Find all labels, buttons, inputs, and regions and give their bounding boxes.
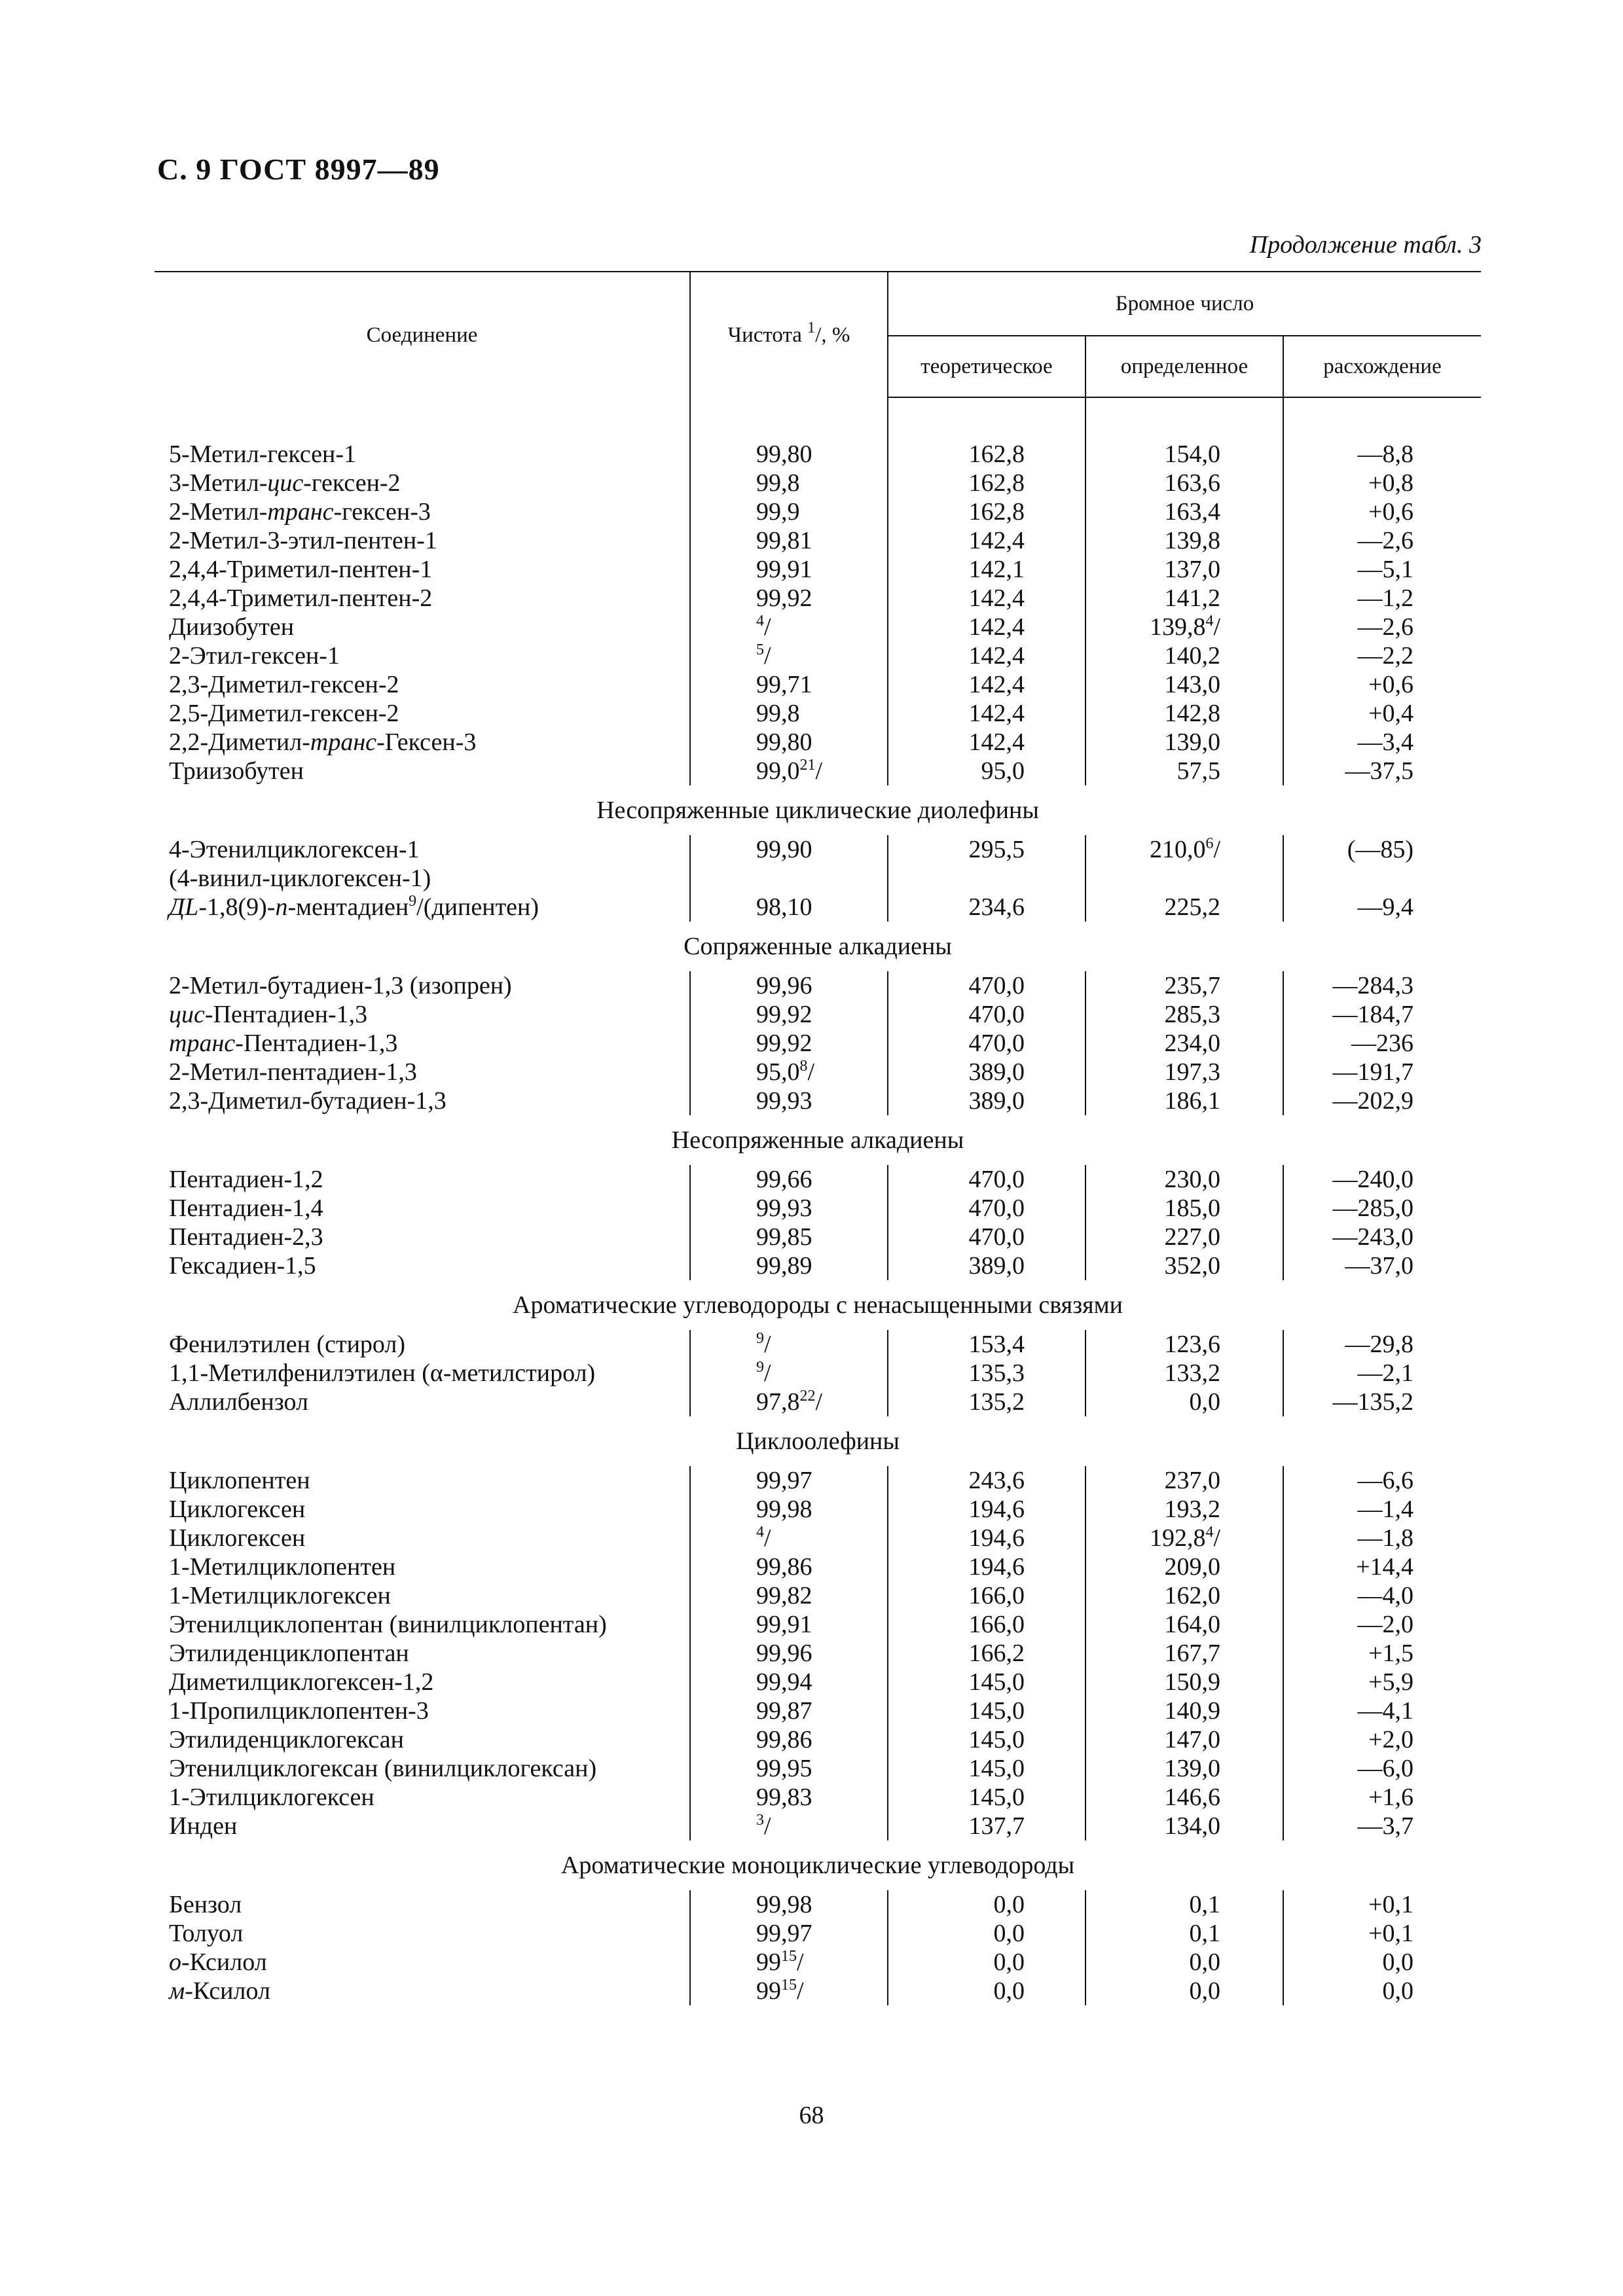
compound-cell: транс-Пентадиен-1,3 bbox=[155, 1029, 690, 1058]
difference-cell: (—85) bbox=[1347, 836, 1414, 863]
table-row bbox=[155, 864, 1481, 893]
determined-cell: 57,5 bbox=[1085, 757, 1283, 785]
purity-cell: 99,91 bbox=[690, 1610, 888, 1639]
theoretical-cell bbox=[888, 864, 1085, 893]
theoretical-cell: 153,4 bbox=[888, 1330, 1085, 1359]
purity-cell: 99,93 bbox=[690, 1194, 888, 1223]
determined-cell: 234,0 bbox=[1085, 1029, 1283, 1058]
compound-cell: Диметилциклогексен-1,2 bbox=[155, 1668, 690, 1696]
compound-cell: цис-Пентадиен-1,3 bbox=[155, 1000, 690, 1029]
compound-cell: Пентадиен-1,4 bbox=[155, 1194, 690, 1223]
difference-cell: +0,6 bbox=[1368, 671, 1414, 698]
purity-cell: $^4$/ bbox=[690, 1524, 888, 1552]
theoretical-cell: 145,0 bbox=[888, 1696, 1085, 1725]
table-row bbox=[155, 1251, 1481, 1280]
determined-cell: 186,1 bbox=[1085, 1086, 1283, 1115]
compound-cell: 2-Метил-транс-гексен-3 bbox=[155, 497, 690, 526]
compound-cell: Циклогексен bbox=[155, 1524, 690, 1552]
theoretical-cell: 145,0 bbox=[888, 1668, 1085, 1696]
table-row bbox=[155, 699, 1481, 728]
theoretical-cell: 0,0 bbox=[888, 1890, 1085, 1919]
compound-cell: (4-винил-циклогексен-1) bbox=[155, 864, 690, 893]
difference-cell: —1,4 bbox=[1357, 1496, 1414, 1523]
section-heading bbox=[155, 1840, 1481, 1890]
purity-cell: 99,86 bbox=[690, 1552, 888, 1581]
theoretical-cell: 194,6 bbox=[888, 1552, 1085, 1581]
theoretical-cell: 145,0 bbox=[888, 1725, 1085, 1754]
table-row bbox=[155, 1165, 1481, 1194]
table-row bbox=[155, 1552, 1481, 1581]
compound-cell: Этилиденциклогексан bbox=[155, 1725, 690, 1754]
table-row bbox=[155, 893, 1481, 922]
table-row bbox=[155, 1919, 1481, 1948]
difference-cell: —236 bbox=[1351, 1030, 1414, 1057]
purity-cell: 99,87 bbox=[690, 1696, 888, 1725]
header-compound: Соединение bbox=[155, 272, 690, 397]
table-row bbox=[155, 584, 1481, 613]
difference-cell: +1,6 bbox=[1368, 1784, 1414, 1811]
table-body bbox=[155, 397, 1481, 2005]
compound-cell: 2-Этил-гексен-1 bbox=[155, 641, 690, 670]
difference-cell: —1,2 bbox=[1357, 584, 1414, 612]
theoretical-cell: 295,5 bbox=[888, 835, 1085, 864]
theoretical-cell: 470,0 bbox=[888, 1165, 1085, 1194]
determined-cell: 154,0 bbox=[1085, 440, 1283, 469]
determined-cell: 140,9 bbox=[1085, 1696, 1283, 1725]
purity-cell: 99,66 bbox=[690, 1165, 888, 1194]
purity-cell: $^9$/ bbox=[690, 1330, 888, 1359]
theoretical-cell: 142,4 bbox=[888, 641, 1085, 670]
section-title: Ароматические моноциклические углеводороды bbox=[560, 1852, 1075, 1879]
header-bromine-number: Бромное число bbox=[888, 272, 1481, 336]
determined-cell: 163,4 bbox=[1085, 497, 1283, 526]
difference-cell: —240,0 bbox=[1332, 1166, 1414, 1193]
purity-cell: 99,98 bbox=[690, 1890, 888, 1919]
theoretical-cell: 166,0 bbox=[888, 1581, 1085, 1610]
determined-cell: 0,0 bbox=[1085, 1388, 1283, 1416]
difference-cell: +1,5 bbox=[1368, 1640, 1414, 1667]
section-title: Ароматические углеводороды с ненасыщенными связями bbox=[513, 1291, 1123, 1319]
compound-cell: 2,3-Диметил-бутадиен-1,3 bbox=[155, 1086, 690, 1115]
compound-cell: м-Ксилол bbox=[155, 1977, 690, 2005]
determined-cell: 162,0 bbox=[1085, 1581, 1283, 1610]
purity-cell: 99,90 bbox=[690, 835, 888, 864]
table-row bbox=[155, 835, 1481, 864]
theoretical-cell: 142,4 bbox=[888, 526, 1085, 555]
difference-cell: —2,6 bbox=[1357, 613, 1414, 641]
difference-cell: —202,9 bbox=[1332, 1087, 1414, 1115]
determined-cell: 133,2 bbox=[1085, 1359, 1283, 1388]
purity-cell bbox=[690, 864, 888, 893]
table-row bbox=[155, 1696, 1481, 1725]
table-row bbox=[155, 1890, 1481, 1919]
difference-cell: —1,8 bbox=[1357, 1524, 1414, 1552]
determined-cell: 139,0 bbox=[1085, 1754, 1283, 1783]
difference-cell: +5,9 bbox=[1368, 1668, 1414, 1696]
difference-cell: —4,1 bbox=[1357, 1697, 1414, 1725]
table-row bbox=[155, 757, 1481, 785]
determined-cell: 227,0 bbox=[1085, 1223, 1283, 1251]
theoretical-cell: 142,4 bbox=[888, 613, 1085, 641]
difference-cell: 0,0 bbox=[1382, 1948, 1414, 1976]
compound-cell: Аллилбензол bbox=[155, 1388, 690, 1416]
table-row bbox=[155, 440, 1481, 469]
theoretical-cell: 142,4 bbox=[888, 699, 1085, 728]
section-title: Циклоолефины bbox=[736, 1427, 900, 1455]
purity-cell: 97,8$^{22}$/ bbox=[690, 1388, 888, 1416]
table-row bbox=[155, 1466, 1481, 1495]
determined-cell: 163,6 bbox=[1085, 469, 1283, 497]
determined-cell: 197,3 bbox=[1085, 1058, 1283, 1086]
compound-cell: о-Ксилол bbox=[155, 1948, 690, 1977]
determined-cell: 285,3 bbox=[1085, 1000, 1283, 1029]
compound-cell: Толуол bbox=[155, 1919, 690, 1948]
determined-cell: 230,0 bbox=[1085, 1165, 1283, 1194]
purity-cell: 99,91 bbox=[690, 555, 888, 584]
determined-cell: 142,8 bbox=[1085, 699, 1283, 728]
difference-cell: +2,0 bbox=[1368, 1726, 1414, 1753]
table-row bbox=[155, 728, 1481, 757]
compound-cell: 1,1-Метилфенилэтилен (α-метилстирол) bbox=[155, 1359, 690, 1388]
table-continuation-note: Продолжение табл. 3 bbox=[1249, 231, 1482, 259]
theoretical-cell: 145,0 bbox=[888, 1783, 1085, 1812]
theoretical-cell: 0,0 bbox=[888, 1919, 1085, 1948]
difference-cell: —8,8 bbox=[1357, 440, 1414, 468]
difference-cell: —37,0 bbox=[1345, 1252, 1414, 1280]
compound-cell: 4-Этенилциклогексен-1 bbox=[155, 835, 690, 864]
purity-cell: 99,85 bbox=[690, 1223, 888, 1251]
table-row bbox=[155, 971, 1481, 1000]
compound-cell: Триизобутен bbox=[155, 757, 690, 785]
compound-cell: 2,4,4-Триметил-пентен-2 bbox=[155, 584, 690, 613]
determined-cell: 225,2 bbox=[1085, 893, 1283, 922]
determined-cell: 139,8 bbox=[1085, 526, 1283, 555]
theoretical-cell: 142,4 bbox=[888, 584, 1085, 613]
purity-cell: 99,97 bbox=[690, 1466, 888, 1495]
compound-cell: Этилиденциклопентан bbox=[155, 1639, 690, 1668]
page-number: 68 bbox=[799, 2102, 824, 2129]
theoretical-cell: 166,0 bbox=[888, 1610, 1085, 1639]
determined-cell: 193,2 bbox=[1085, 1495, 1283, 1524]
difference-cell: +0,6 bbox=[1368, 498, 1414, 526]
determined-cell: 123,6 bbox=[1085, 1330, 1283, 1359]
section-heading bbox=[155, 785, 1481, 835]
section-heading bbox=[155, 1280, 1481, 1330]
section-title: Несопряженные алкадиены bbox=[671, 1126, 964, 1154]
difference-cell: 0,0 bbox=[1382, 1977, 1414, 2005]
section-heading bbox=[155, 922, 1481, 971]
difference-cell: —6,6 bbox=[1357, 1467, 1414, 1494]
theoretical-cell: 389,0 bbox=[888, 1086, 1085, 1115]
determined-cell: 210,0$^6$/ bbox=[1085, 835, 1283, 864]
compound-cell: Циклогексен bbox=[155, 1495, 690, 1524]
determined-cell: 140,2 bbox=[1085, 641, 1283, 670]
difference-cell: —184,7 bbox=[1332, 1001, 1414, 1028]
difference-cell: —4,0 bbox=[1357, 1582, 1414, 1609]
compound-cell: Инден bbox=[155, 1812, 690, 1840]
difference-cell: —284,3 bbox=[1332, 972, 1414, 999]
theoretical-cell: 135,3 bbox=[888, 1359, 1085, 1388]
purity-cell: $^3$/ bbox=[690, 1812, 888, 1840]
determined-cell: 0,1 bbox=[1085, 1890, 1283, 1919]
header-theoretical: теоретическое bbox=[888, 336, 1085, 397]
difference-cell: —285,0 bbox=[1332, 1194, 1414, 1222]
determined-cell: 167,7 bbox=[1085, 1639, 1283, 1668]
compound-cell: 1-Метилциклопентен bbox=[155, 1552, 690, 1581]
table-row bbox=[155, 1668, 1481, 1696]
purity-cell: 99,98 bbox=[690, 1495, 888, 1524]
compound-cell: 3-Метил-цис-гексен-2 bbox=[155, 469, 690, 497]
theoretical-cell: 142,4 bbox=[888, 728, 1085, 757]
purity-cell: 99,92 bbox=[690, 1000, 888, 1029]
theoretical-cell: 0,0 bbox=[888, 1977, 1085, 2005]
compound-cell: 1-Этилциклогексен bbox=[155, 1783, 690, 1812]
difference-cell: +0,1 bbox=[1368, 1891, 1414, 1918]
difference-cell: —29,8 bbox=[1345, 1331, 1414, 1358]
table-row bbox=[155, 1524, 1481, 1552]
difference-cell: —2,6 bbox=[1357, 527, 1414, 554]
purity-cell: $99^{15}/$ bbox=[690, 1948, 888, 1977]
purity-cell: 99,82 bbox=[690, 1581, 888, 1610]
determined-cell: 209,0 bbox=[1085, 1552, 1283, 1581]
purity-cell: 99,96 bbox=[690, 971, 888, 1000]
section-title: Несопряженные циклические диолефины bbox=[596, 797, 1039, 824]
purity-cell: 99,0$^{21}$/ bbox=[690, 757, 888, 785]
table-row bbox=[155, 1783, 1481, 1812]
theoretical-cell: 95,0 bbox=[888, 757, 1085, 785]
purity-cell: 99,86 bbox=[690, 1725, 888, 1754]
purity-cell: 99,8 bbox=[690, 469, 888, 497]
theoretical-cell: 137,7 bbox=[888, 1812, 1085, 1840]
compound-cell: 2-Метил-пентадиен-1,3 bbox=[155, 1058, 690, 1086]
difference-cell: —191,7 bbox=[1332, 1058, 1414, 1086]
purity-cell: 99,8 bbox=[690, 699, 888, 728]
compound-cell: Этенилциклогексан (винилциклогексан) bbox=[155, 1754, 690, 1783]
difference-cell bbox=[1283, 864, 1481, 893]
difference-cell: —3,4 bbox=[1357, 728, 1414, 756]
table-row bbox=[155, 1610, 1481, 1639]
difference-cell: —6,0 bbox=[1357, 1755, 1414, 1782]
purity-cell: 95,0$^8$/ bbox=[690, 1058, 888, 1086]
purity-cell: 98,10 bbox=[690, 893, 888, 922]
table-row bbox=[155, 555, 1481, 584]
theoretical-cell: 389,0 bbox=[888, 1251, 1085, 1280]
determined-cell: 139,0 bbox=[1085, 728, 1283, 757]
theoretical-cell: 234,6 bbox=[888, 893, 1085, 922]
determined-cell: 185,0 bbox=[1085, 1194, 1283, 1223]
theoretical-cell: 243,6 bbox=[888, 1466, 1085, 1495]
table-row bbox=[155, 1086, 1481, 1115]
purity-cell: 99,97 bbox=[690, 1919, 888, 1948]
compound-cell: 2,5-Диметил-гексен-2 bbox=[155, 699, 690, 728]
table-row bbox=[155, 1639, 1481, 1668]
compound-cell: 2,4,4-Триметил-пентен-1 bbox=[155, 555, 690, 584]
table-row bbox=[155, 1977, 1481, 2005]
header-difference: расхождение bbox=[1283, 336, 1481, 397]
table-row bbox=[155, 1194, 1481, 1223]
theoretical-cell: 162,8 bbox=[888, 497, 1085, 526]
theoretical-cell: 194,6 bbox=[888, 1524, 1085, 1552]
determined-cell: 352,0 bbox=[1085, 1251, 1283, 1280]
purity-cell: 99,81 bbox=[690, 526, 888, 555]
determined-cell: 237,0 bbox=[1085, 1466, 1283, 1495]
table-row bbox=[155, 1359, 1481, 1388]
determined-cell: 137,0 bbox=[1085, 555, 1283, 584]
difference-cell: —3,7 bbox=[1357, 1812, 1414, 1840]
document-header: С. 9 ГОСТ 8997—89 bbox=[157, 152, 440, 186]
determined-cell bbox=[1085, 864, 1283, 893]
compound-cell: 5-Метил-гексен-1 bbox=[155, 440, 690, 469]
determined-cell: 235,7 bbox=[1085, 971, 1283, 1000]
table-row bbox=[155, 1812, 1481, 1840]
table-row bbox=[155, 1058, 1481, 1086]
table-row bbox=[155, 1948, 1481, 1977]
determined-cell: 139,8$^4$/ bbox=[1085, 613, 1283, 641]
table-row bbox=[155, 1223, 1481, 1251]
determined-cell: 0,0 bbox=[1085, 1948, 1283, 1977]
determined-cell: 147,0 bbox=[1085, 1725, 1283, 1754]
compound-cell: Фенилэтилен (стирол) bbox=[155, 1330, 690, 1359]
theoretical-cell: 162,8 bbox=[888, 440, 1085, 469]
difference-cell: —2,1 bbox=[1357, 1359, 1414, 1387]
compound-cell: Пентадиен-2,3 bbox=[155, 1223, 690, 1251]
theoretical-cell: 470,0 bbox=[888, 1223, 1085, 1251]
purity-cell: 99,93 bbox=[690, 1086, 888, 1115]
theoretical-cell: 142,1 bbox=[888, 555, 1085, 584]
determined-cell: 146,6 bbox=[1085, 1783, 1283, 1812]
section-heading bbox=[155, 1115, 1481, 1165]
theoretical-cell: 166,2 bbox=[888, 1639, 1085, 1668]
theoretical-cell: 470,0 bbox=[888, 1194, 1085, 1223]
determined-cell: 134,0 bbox=[1085, 1812, 1283, 1840]
compound-cell: Этенилциклопентан (винилциклопентан) bbox=[155, 1610, 690, 1639]
determined-cell: 143,0 bbox=[1085, 670, 1283, 699]
table-row bbox=[155, 526, 1481, 555]
theoretical-cell: 470,0 bbox=[888, 971, 1085, 1000]
table-row bbox=[155, 1330, 1481, 1359]
difference-cell: +14,4 bbox=[1356, 1553, 1414, 1581]
purity-cell: 99,94 bbox=[690, 1668, 888, 1696]
purity-cell: 99,80 bbox=[690, 440, 888, 469]
difference-cell: +0,4 bbox=[1368, 700, 1414, 727]
table-row bbox=[155, 1495, 1481, 1524]
purity-cell: 99,83 bbox=[690, 1783, 888, 1812]
purity-cell: 99,89 bbox=[690, 1251, 888, 1280]
purity-cell: 99,9 bbox=[690, 497, 888, 526]
bromine-number-table bbox=[155, 271, 1481, 2005]
determined-cell: 192,8$^4$/ bbox=[1085, 1524, 1283, 1552]
difference-cell: —243,0 bbox=[1332, 1223, 1414, 1251]
theoretical-cell: 194,6 bbox=[888, 1495, 1085, 1524]
purity-cell: $^5$/ bbox=[690, 641, 888, 670]
header-purity: Чистота $^1$/, % bbox=[690, 272, 888, 397]
determined-cell: 150,9 bbox=[1085, 1668, 1283, 1696]
theoretical-cell: 135,2 bbox=[888, 1388, 1085, 1416]
theoretical-cell: 142,4 bbox=[888, 670, 1085, 699]
determined-cell: 0,1 bbox=[1085, 1919, 1283, 1948]
compound-cell: Пентадиен-1,2 bbox=[155, 1165, 690, 1194]
table-row bbox=[155, 469, 1481, 497]
purity-cell: $^9$/ bbox=[690, 1359, 888, 1388]
theoretical-cell: 470,0 bbox=[888, 1029, 1085, 1058]
table-row bbox=[155, 1000, 1481, 1029]
compound-cell: Циклопентен bbox=[155, 1466, 690, 1495]
table-row bbox=[155, 1725, 1481, 1754]
compound-cell: 2,2-Диметил-транс-Гексен-3 bbox=[155, 728, 690, 757]
section-heading bbox=[155, 1416, 1481, 1466]
theoretical-cell: 145,0 bbox=[888, 1754, 1085, 1783]
theoretical-cell: 470,0 bbox=[888, 1000, 1085, 1029]
difference-cell: —2,2 bbox=[1357, 642, 1414, 670]
table-row bbox=[155, 670, 1481, 699]
purity-cell: 99,96 bbox=[690, 1639, 888, 1668]
difference-cell: —5,1 bbox=[1357, 556, 1414, 583]
compound-cell: 1-Пропилциклопентен-3 bbox=[155, 1696, 690, 1725]
difference-cell: —9,4 bbox=[1357, 893, 1414, 921]
purity-cell: 99,95 bbox=[690, 1754, 888, 1783]
difference-cell: +0,8 bbox=[1368, 469, 1414, 497]
table-row bbox=[155, 1388, 1481, 1416]
determined-cell: 0,0 bbox=[1085, 1977, 1283, 2005]
purity-cell: $^4$/ bbox=[690, 613, 888, 641]
purity-cell: 99,71 bbox=[690, 670, 888, 699]
table-row bbox=[155, 1754, 1481, 1783]
purity-cell: $99^{15}/$ bbox=[690, 1977, 888, 2005]
determined-cell: 141,2 bbox=[1085, 584, 1283, 613]
purity-cell: 99,92 bbox=[690, 1029, 888, 1058]
difference-cell: —37,5 bbox=[1345, 757, 1414, 785]
table-row bbox=[155, 1581, 1481, 1610]
theoretical-cell: 389,0 bbox=[888, 1058, 1085, 1086]
compound-cell: ДL-1,8(9)-п-ментадиен$^9$/(дипентен) bbox=[155, 893, 690, 922]
theoretical-cell: 162,8 bbox=[888, 469, 1085, 497]
compound-cell: Бензол bbox=[155, 1890, 690, 1919]
table-row bbox=[155, 613, 1481, 641]
table-row bbox=[155, 497, 1481, 526]
compound-cell: 1-Метилциклогексен bbox=[155, 1581, 690, 1610]
table-row bbox=[155, 1029, 1481, 1058]
compound-cell: 2,3-Диметил-гексен-2 bbox=[155, 670, 690, 699]
purity-cell: 99,92 bbox=[690, 584, 888, 613]
compound-cell: Гексадиен-1,5 bbox=[155, 1251, 690, 1280]
table-row bbox=[155, 641, 1481, 670]
difference-cell: —135,2 bbox=[1332, 1388, 1414, 1416]
determined-cell: 164,0 bbox=[1085, 1610, 1283, 1639]
difference-cell: +0,1 bbox=[1368, 1920, 1414, 1947]
section-title: Сопряженные алкадиены bbox=[684, 933, 952, 960]
compound-cell: 2-Метил-3-этил-пентен-1 bbox=[155, 526, 690, 555]
compound-cell: Диизобутен bbox=[155, 613, 690, 641]
theoretical-cell: 0,0 bbox=[888, 1948, 1085, 1977]
purity-cell: 99,80 bbox=[690, 728, 888, 757]
header-determined: определенное bbox=[1085, 336, 1283, 397]
difference-cell: —2,0 bbox=[1357, 1611, 1414, 1638]
compound-cell: 2-Метил-бутадиен-1,3 (изопрен) bbox=[155, 971, 690, 1000]
